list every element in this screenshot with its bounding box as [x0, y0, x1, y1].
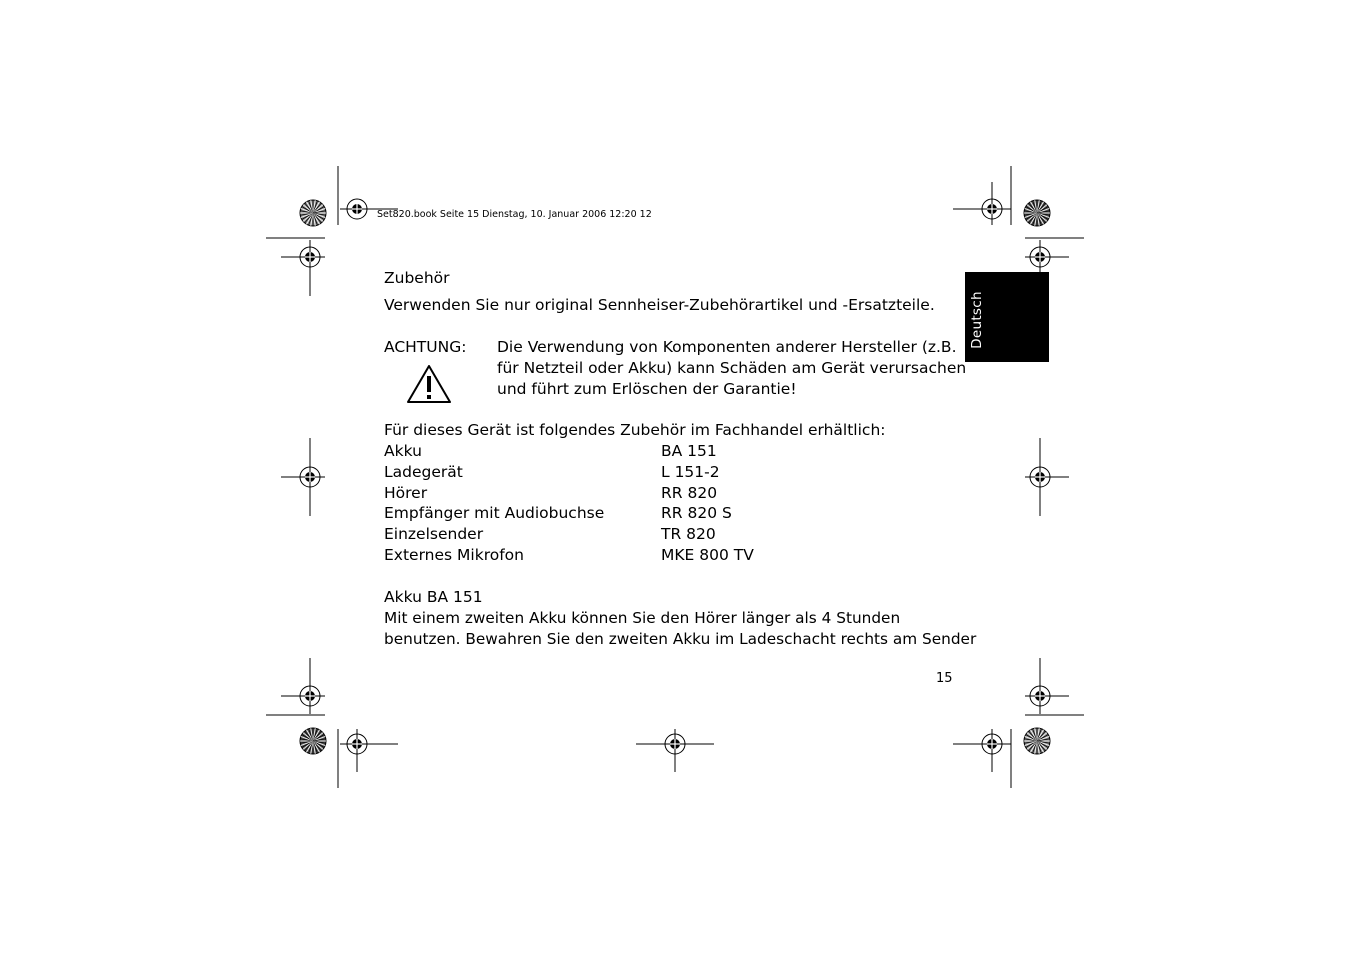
warning-label: ACHTUNG: [384, 338, 467, 356]
language-tab [965, 272, 1049, 362]
warning-line: für Netzteil oder Akku) kann Schäden am Gerät verursachen [497, 358, 967, 377]
accessory-row [384, 524, 964, 545]
akku-line: benutzen. Bewahren Sie den zweiten Akku im Ladeschacht rechts am Sender [384, 629, 977, 648]
accessory-row [384, 503, 964, 524]
language-tab-label: Deutsch [969, 291, 985, 349]
intro-paragraph: Verwenden Sie nur original Sennheiser-Zubehörartikel und -Ersatzteile. [384, 296, 935, 314]
warning-triangle-icon [406, 364, 452, 404]
warning-line: und führt zum Erlöschen der Garantie! [497, 379, 797, 398]
star-target-icon [300, 200, 326, 226]
warning-text [497, 337, 966, 399]
accessory-row [384, 545, 964, 566]
accessory-code: RR 820 S [661, 504, 732, 523]
star-target-icon [1024, 200, 1050, 226]
accessory-code: MKE 800 TV [661, 546, 754, 564]
section-heading-akku: Akku BA 151 [384, 588, 483, 606]
accessory-row [384, 441, 964, 462]
header-line: Set820.book Seite 15 Dienstag, 10. Januar 2006 12:20 12 [377, 209, 652, 220]
accessory-name: Einzelsender [384, 525, 484, 544]
accessory-row [384, 483, 964, 504]
accessories-list [384, 441, 964, 571]
accessories-intro: Für dieses Gerät ist folgendes Zubehör im Fachhandel erhältlich: [384, 421, 886, 439]
accessory-row [384, 462, 964, 483]
akku-line: Mit einem zweiten Akku können Sie den Hörer länger als 4 Stunden [384, 609, 901, 627]
accessory-code: RR 820 [661, 483, 718, 502]
accessory-code: TR 820 [661, 525, 716, 544]
page-number: 15 [936, 671, 953, 686]
star-target-icon [300, 728, 326, 754]
accessory-name: Ladegerät [384, 462, 463, 481]
accessory-name: Akku [384, 442, 422, 460]
accessory-code: BA 151 [661, 442, 717, 460]
star-target-icon [1024, 728, 1050, 754]
accessory-name: Hörer [384, 483, 428, 502]
section-heading-zubehoer: Zubehör [384, 269, 450, 287]
accessory-name: Externes Mikrofon [384, 546, 524, 564]
warning-line: Die Verwendung von Komponenten anderer Hersteller (z.B. [497, 338, 957, 356]
accessory-code: L 151-2 [661, 462, 720, 481]
akku-paragraph [384, 608, 976, 650]
accessory-name: Empfänger mit Audiobuchse [384, 504, 605, 523]
